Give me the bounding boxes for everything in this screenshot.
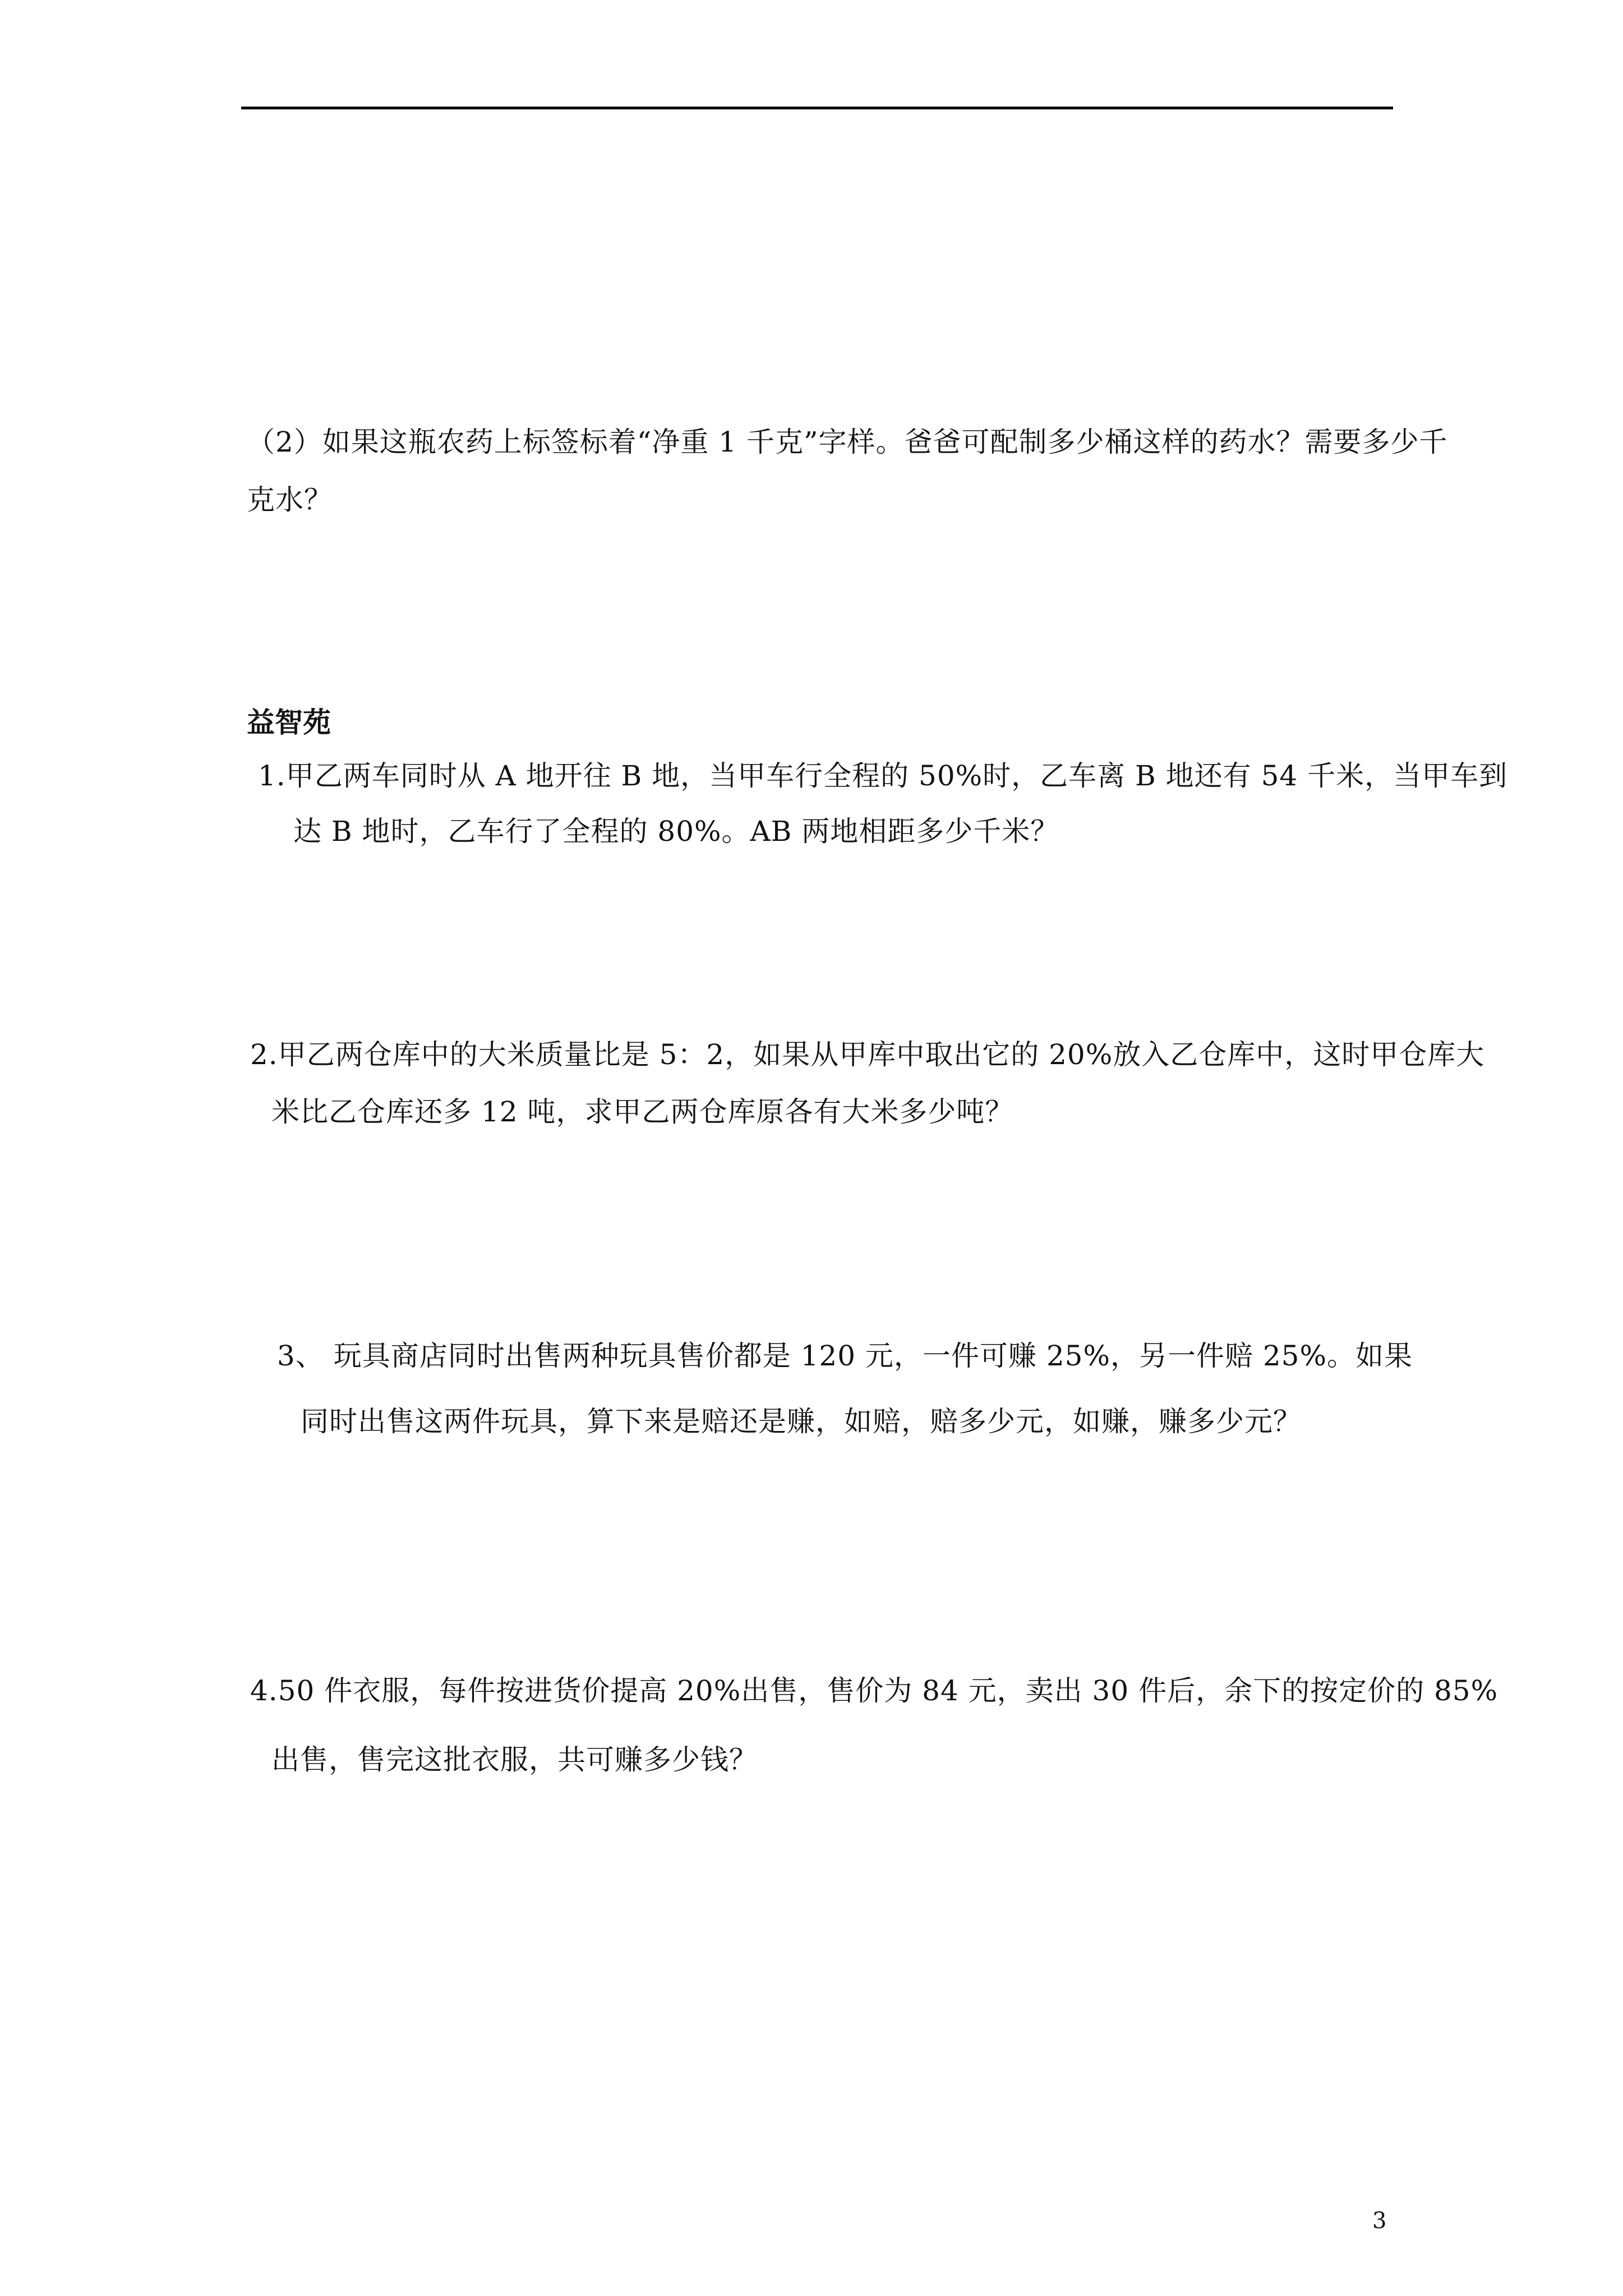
question-2-line-1: 2.甲乙两仓库中的大米质量比是 5：2，如果从甲库中取出它的 20%放入乙仓库中，这时甲仓库大 bbox=[250, 1038, 1485, 1071]
section-title: 益智苑 bbox=[247, 706, 331, 739]
question-3-line-2: 同时出售这两件玩具，算下来是赔还是赚，如赔，赔多少元，如赚，赚多少元？ bbox=[301, 1405, 1302, 1438]
part2-question-line-1: （2）如果这瓶农药上标签标着“净重 1 千克”字样。爸爸可配制多少桶这样的药水？需要多少千 bbox=[247, 426, 1448, 458]
part2-question-line-2: 克水？ bbox=[247, 484, 333, 516]
page-number: 3 bbox=[1372, 2208, 1387, 2234]
question-1-line-1: 1.甲乙两车同时从 A 地开往 B 地，当甲车行全程的 50%时，乙车离 B 地还有 54 千米，当甲车到 bbox=[258, 760, 1508, 792]
question-4-line-1: 4.50 件衣服，每件按进货价提高 20%出售，售价为 84 元，卖出 30 件后，余下的按定价的 85% bbox=[250, 1674, 1498, 1707]
question-2-line-2: 米比乙仓库还多 12 吨，求甲乙两仓库原各有大米多少吨？ bbox=[271, 1096, 1014, 1128]
header-rule bbox=[241, 107, 1393, 109]
question-3-line-1: 3、 玩具商店同时出售两种玩具售价都是 120 元，一件可赚 25%，另一件赔 25%。如果 bbox=[277, 1340, 1413, 1372]
question-4-line-2: 出售，售完这批衣服，共可赚多少钱？ bbox=[271, 1743, 758, 1776]
question-1-line-2: 达 B 地时，乙车行了全程的 80%。AB 两地相距多少千米？ bbox=[293, 815, 1059, 848]
